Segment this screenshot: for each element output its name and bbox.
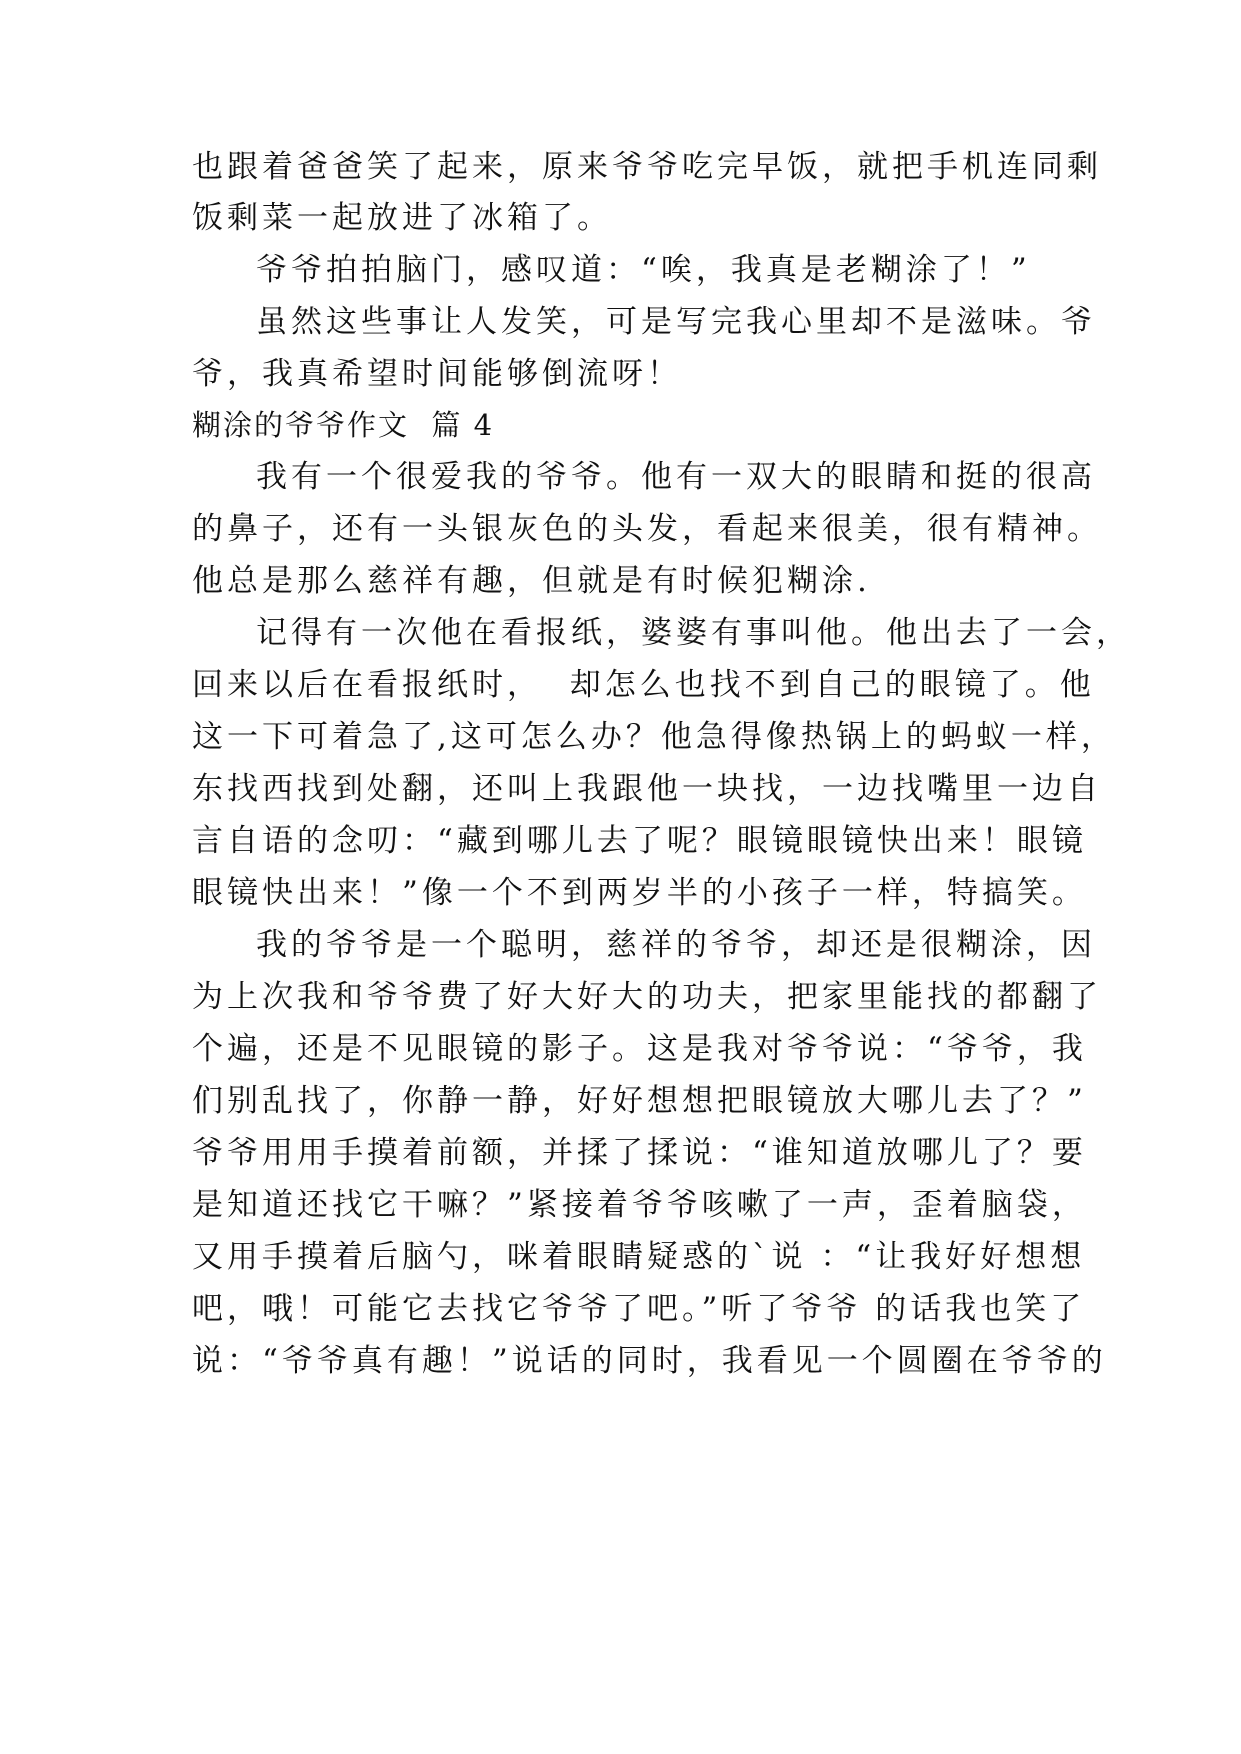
paragraph-line: 是知道还找它干嘛？”紧接着爷爷咳嗽了一声，歪着脑袋， bbox=[192, 1187, 1087, 1223]
paragraph-line: 爷，我真希望时间能够倒流呀！ bbox=[192, 356, 682, 392]
paragraph-line: 也跟着爸爸笑了起来，原来爷爷吃完早饭，就把手机连同剩 bbox=[192, 149, 1102, 185]
paragraph-line: 又用手摸着后脑勺，咪着眼睛疑惑的`说 ：“让我好好想想 bbox=[192, 1239, 1086, 1275]
paragraph-line: 他总是那么慈祥有趣，但就是有时候犯糊涂. bbox=[192, 563, 871, 599]
paragraph-line: 说：“爷爷真有趣！”说话的同时，我看见一个圆圈在爷爷的 bbox=[192, 1343, 1107, 1379]
paragraph-line: 吧，哦！可能它去找它爷爷了吧。”听了爷爷 的话我也笑了 bbox=[192, 1291, 1086, 1327]
paragraph-line: 回来以后在看报纸时， 却怎么也找不到自己的眼镜了。他 bbox=[192, 667, 1095, 703]
section-heading: 糊涂的爷爷作文 篇 4 bbox=[192, 408, 495, 442]
paragraph-line: 我有一个很爱我的爷爷。他有一双大的眼睛和挺的很高 bbox=[256, 459, 1096, 495]
paragraph-line: 虽然这些事让人发笑，可是写完我心里却不是滋味。爷 bbox=[256, 304, 1096, 340]
paragraph-line: 记得有一次他在看报纸，婆婆有事叫他。他出去了一会， bbox=[256, 615, 1131, 651]
paragraph-line: 为上次我和爷爷费了好大好大的功夫，把家里能找的都翻了 bbox=[192, 979, 1102, 1015]
paragraph-line: 个遍，还是不见眼镜的影子。这是我对爷爷说：“爷爷，我 bbox=[192, 1031, 1087, 1067]
paragraph-line: 饭剩菜一起放进了冰箱了。 bbox=[192, 200, 612, 236]
paragraph-line: 这一下可着急了,这可怎么办？他急得像热锅上的蚂蚁一样， bbox=[192, 719, 1116, 755]
paragraph-line: 我的爷爷是一个聪明，慈祥的爷爷，却还是很糊涂，因 bbox=[256, 927, 1096, 963]
paragraph-line: 爷爷用用手摸着前额，并揉了揉说：“谁知道放哪儿了？要 bbox=[192, 1135, 1087, 1171]
paragraph-line: 言自语的念叨：“藏到哪儿去了呢？眼镜眼镜快出来！眼镜 bbox=[192, 823, 1087, 859]
paragraph-line: 眼镜快出来！”像一个不到两岁半的小孩子一样，特搞笑。 bbox=[192, 875, 1087, 911]
paragraph-line: 们别乱找了，你静一静，好好想想把眼镜放大哪儿去了？” bbox=[192, 1083, 1087, 1119]
paragraph-line: 的鼻子，还有一头银灰色的头发，看起来很美，很有精神。 bbox=[192, 511, 1102, 547]
paragraph-line: 东找西找到处翻，还叫上我跟他一块找，一边找嘴里一边自 bbox=[192, 771, 1102, 807]
paragraph-line: 爷爷拍拍脑门，感叹道：“唉，我真是老糊涂了！” bbox=[256, 252, 1031, 288]
